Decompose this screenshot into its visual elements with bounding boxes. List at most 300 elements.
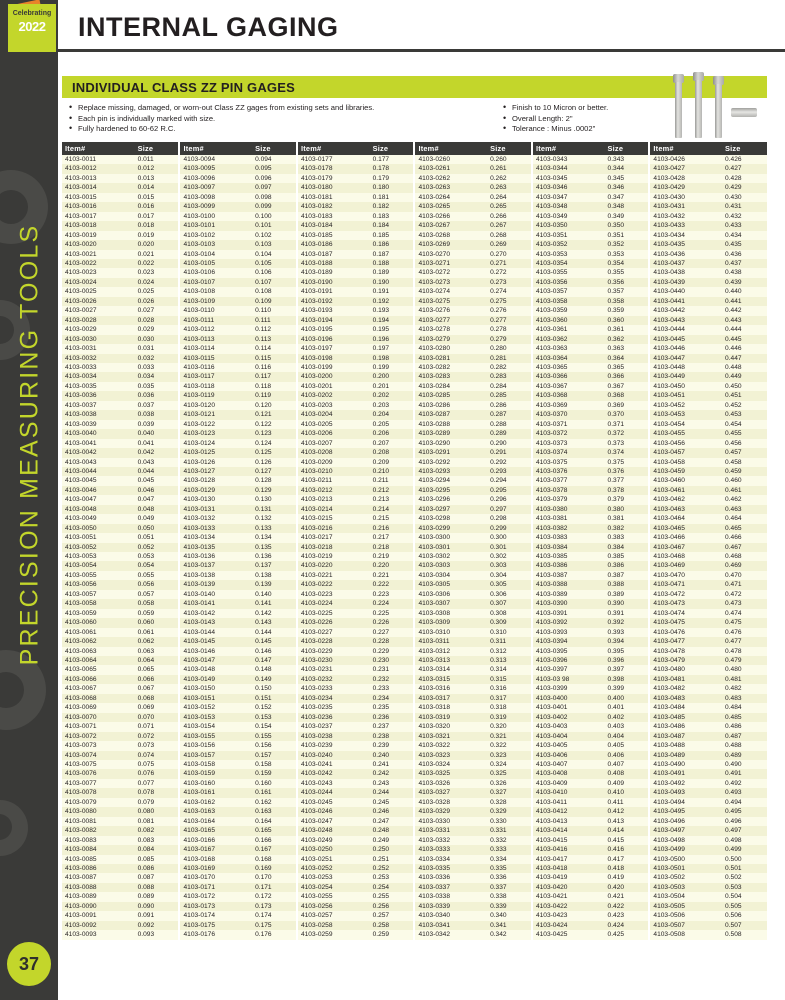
cell-item-number: 4103-0467: [649, 543, 722, 552]
cell-item-number: 4103-0444: [649, 325, 722, 334]
cell-item-number: 4103-0410: [532, 788, 605, 797]
cell-size: 0.056: [135, 580, 180, 589]
cell-item-number: 4103-0322: [414, 741, 487, 750]
cell-size: 0.116: [252, 363, 297, 372]
table-row: [62, 458, 767, 467]
cell-item-number: 4103-0062: [62, 637, 135, 646]
cell-size: 0.415: [605, 836, 650, 845]
cell-item-number: 4103-0370: [532, 410, 605, 419]
cell-item-number: 4103-0082: [62, 826, 135, 835]
cell-item-number: 4103-0172: [179, 892, 252, 901]
cell-item-number: 4103-0364: [532, 354, 605, 363]
cell-item-number: 4103-0295: [414, 486, 487, 495]
cell-item-number: 4103-0147: [179, 656, 252, 665]
cell-size: 0.030: [135, 335, 180, 344]
cell-size: 0.480: [722, 665, 767, 674]
table-row: [62, 439, 767, 448]
cell-item-number: 4103-0288: [414, 420, 487, 429]
cell-size: 0.222: [370, 580, 415, 589]
cell-item-number: 4103-0175: [179, 921, 252, 930]
cell-size: 0.318: [487, 703, 532, 712]
cell-size: 0.221: [370, 571, 415, 580]
cell-item-number: 4103-0334: [414, 855, 487, 864]
cell-size: 0.245: [370, 798, 415, 807]
cell-item-number: 4103-0353: [532, 250, 605, 259]
cell-size: 0.351: [605, 231, 650, 240]
cell-size: 0.053: [135, 552, 180, 561]
cell-size: 0.444: [722, 325, 767, 334]
cell-size: 0.403: [605, 722, 650, 731]
table-row: [62, 760, 767, 769]
cell-size: 0.491: [722, 769, 767, 778]
cell-size: 0.265: [487, 202, 532, 211]
cell-item-number: 4103-0071: [62, 722, 135, 731]
cell-item-number: 4103-0403: [532, 722, 605, 731]
cell-item-number: 4103-0084: [62, 845, 135, 854]
cell-item-number: 4103-0199: [297, 363, 370, 372]
cell-item-number: 4103-0482: [649, 684, 722, 693]
cell-item-number: 4103-0429: [649, 183, 722, 192]
table-row: [62, 788, 767, 797]
cell-size: 0.080: [135, 807, 180, 816]
table-row: [62, 807, 767, 816]
cell-item-number: 4103-0296: [414, 495, 487, 504]
cell-size: 0.130: [252, 495, 297, 504]
cell-item-number: 4103-0431: [649, 202, 722, 211]
cell-item-number: 4103-0302: [414, 552, 487, 561]
cell-size: 0.394: [605, 637, 650, 646]
cell-item-number: 4103-0105: [179, 259, 252, 268]
cell-item-number: 4103-0372: [532, 429, 605, 438]
cell-item-number: 4103-0297: [414, 505, 487, 514]
cell-item-number: 4103-0415: [532, 836, 605, 845]
cell-item-number: 4103-0337: [414, 883, 487, 892]
cell-item-number: 4103-0481: [649, 675, 722, 684]
cell-item-number: 4103-0498: [649, 836, 722, 845]
cell-size: 0.367: [605, 382, 650, 391]
cell-item-number: 4103-0275: [414, 297, 487, 306]
cell-item-number: 4103-0405: [532, 741, 605, 750]
table-row: [62, 779, 767, 788]
cell-size: 0.494: [722, 798, 767, 807]
cell-item-number: 4103-0432: [649, 212, 722, 221]
cell-size: 0.083: [135, 836, 180, 845]
cell-item-number: 4103-0113: [179, 335, 252, 344]
cell-item-number: 4103-0125: [179, 448, 252, 457]
cell-size: 0.281: [487, 354, 532, 363]
cell-item-number: 4103-0360: [532, 316, 605, 325]
cell-size: 0.199: [370, 363, 415, 372]
cell-size: 0.335: [487, 864, 532, 873]
cell-item-number: 4103-0363: [532, 344, 605, 353]
cell-size: 0.251: [370, 855, 415, 864]
cell-size: 0.410: [605, 788, 650, 797]
cell-size: 0.392: [605, 618, 650, 627]
cell-item-number: 4103-0046: [62, 486, 135, 495]
cell-size: 0.239: [370, 741, 415, 750]
cell-item-number: 4103-0050: [62, 524, 135, 533]
cell-item-number: 4103-0470: [649, 571, 722, 580]
cell-item-number: 4103-0185: [297, 231, 370, 240]
cell-item-number: 4103-0197: [297, 344, 370, 353]
cell-item-number: 4103-0083: [62, 836, 135, 845]
table-row: [62, 202, 767, 211]
cell-size: 0.443: [722, 316, 767, 325]
cell-size: 0.059: [135, 609, 180, 618]
cell-size: 0.458: [722, 458, 767, 467]
table-row: [62, 164, 767, 173]
cell-item-number: 4103-0256: [297, 902, 370, 911]
cell-item-number: 4103-0507: [649, 921, 722, 930]
cell-item-number: 4103-0270: [414, 250, 487, 259]
cell-size: 0.155: [252, 732, 297, 741]
cell-item-number: 4103-0505: [649, 902, 722, 911]
cell-size: 0.388: [605, 580, 650, 589]
cell-item-number: 4103-0489: [649, 751, 722, 760]
cell-size: 0.502: [722, 873, 767, 882]
cell-item-number: 4103-0474: [649, 609, 722, 618]
cell-size: 0.400: [605, 694, 650, 703]
cell-item-number: 4103-0336: [414, 873, 487, 882]
cell-item-number: 4103-0194: [297, 316, 370, 325]
cell-size: 0.334: [487, 855, 532, 864]
table-row: [62, 268, 767, 277]
cell-size: 0.331: [487, 826, 532, 835]
cell-item-number: 4103-0117: [179, 372, 252, 381]
cell-item-number: 4103-0383: [532, 533, 605, 542]
cell-item-number: 4103-0433: [649, 221, 722, 230]
cell-item-number: 4103-0213: [297, 495, 370, 504]
cell-item-number: 4103-0285: [414, 391, 487, 400]
cell-item-number: 4103-0271: [414, 259, 487, 268]
cell-size: 0.066: [135, 675, 180, 684]
cell-size: 0.249: [370, 836, 415, 845]
cell-item-number: 4103-0253: [297, 873, 370, 882]
cell-item-number: 4103-0237: [297, 722, 370, 731]
cell-size: 0.401: [605, 703, 650, 712]
table-row: [62, 609, 767, 618]
cell-size: 0.032: [135, 354, 180, 363]
cell-size: 0.076: [135, 769, 180, 778]
cell-item-number: 4103-0218: [297, 543, 370, 552]
cell-size: 0.246: [370, 807, 415, 816]
cell-size: 0.437: [722, 259, 767, 268]
table-row: [62, 902, 767, 911]
cell-size: 0.112: [252, 325, 297, 334]
table-row: [62, 259, 767, 268]
cell-item-number: 4103-0029: [62, 325, 135, 334]
cell-item-number: 4103-0095: [179, 164, 252, 173]
cell-size: 0.323: [487, 751, 532, 760]
cell-size: 0.464: [722, 514, 767, 523]
cell-size: 0.372: [605, 429, 650, 438]
cell-item-number: 4103-0473: [649, 599, 722, 608]
cell-item-number: 4103-0459: [649, 467, 722, 476]
cell-size: 0.391: [605, 609, 650, 618]
cell-size: 0.166: [252, 836, 297, 845]
table-row: [62, 751, 767, 760]
cell-item-number: 4103-0369: [532, 401, 605, 410]
cell-item-number: 4103-0025: [62, 287, 135, 296]
cell-item-number: 4103-0291: [414, 448, 487, 457]
cell-item-number: 4103-0435: [649, 240, 722, 249]
cell-item-number: 4103-0357: [532, 287, 605, 296]
cell-item-number: 4103-0193: [297, 306, 370, 315]
table-row: [62, 665, 767, 674]
cell-item-number: 4103-0215: [297, 514, 370, 523]
cell-item-number: 4103-0110: [179, 306, 252, 315]
table-row: [62, 495, 767, 504]
cell-item-number: 4103-0121: [179, 410, 252, 419]
table-row: [62, 363, 767, 372]
cell-size: 0.103: [252, 240, 297, 249]
cell-size: 0.225: [370, 609, 415, 618]
anniversary-badge-year: 2022: [18, 18, 46, 34]
cell-item-number: 4103-0330: [414, 817, 487, 826]
cell-size: 0.327: [487, 788, 532, 797]
cell-item-number: 4103-0059: [62, 609, 135, 618]
cell-size: 0.085: [135, 855, 180, 864]
cell-item-number: 4103-0260: [414, 155, 487, 164]
cell-item-number: 4103-0389: [532, 590, 605, 599]
cell-item-number: 4103-0096: [179, 174, 252, 183]
cell-item-number: 4103-0177: [297, 155, 370, 164]
cell-item-number: 4103-0135: [179, 543, 252, 552]
cell-size: 0.380: [605, 505, 650, 514]
cell-size: 0.024: [135, 278, 180, 287]
cell-size: 0.082: [135, 826, 180, 835]
cell-item-number: 4103-0087: [62, 873, 135, 882]
cell-size: 0.104: [252, 250, 297, 259]
cell-size: 0.408: [605, 769, 650, 778]
table-row: [62, 316, 767, 325]
cell-item-number: 4103-0134: [179, 533, 252, 542]
cell-item-number: 4103-0163: [179, 807, 252, 816]
cell-item-number: 4103-0036: [62, 391, 135, 400]
cell-item-number: 4103-0035: [62, 382, 135, 391]
cell-size: 0.501: [722, 864, 767, 873]
cell-size: 0.328: [487, 798, 532, 807]
cell-item-number: 4103-0192: [297, 297, 370, 306]
cell-size: 0.259: [370, 930, 415, 939]
cell-item-number: 4103-0250: [297, 845, 370, 854]
table-row: [62, 599, 767, 608]
cell-size: 0.420: [605, 883, 650, 892]
table-row: [62, 240, 767, 249]
column-header-item: Item#: [62, 142, 135, 155]
cell-size: 0.100: [252, 212, 297, 221]
cell-item-number: 4103-0371: [532, 420, 605, 429]
cell-size: 0.242: [370, 769, 415, 778]
cell-size: 0.440: [722, 287, 767, 296]
cell-size: 0.128: [252, 476, 297, 485]
cell-item-number: 4103-0298: [414, 514, 487, 523]
table-row: [62, 476, 767, 485]
cell-size: 0.110: [252, 306, 297, 315]
table-row: [62, 590, 767, 599]
table-row: [62, 798, 767, 807]
cell-size: 0.114: [252, 344, 297, 353]
cell-item-number: 4103-0102: [179, 231, 252, 240]
cell-size: 0.419: [605, 873, 650, 882]
table-row: [62, 467, 767, 476]
cell-item-number: 4103-0224: [297, 599, 370, 608]
cell-item-number: 4103-0261: [414, 164, 487, 173]
cell-item-number: 4103-0377: [532, 476, 605, 485]
pin-gage-photo: [653, 68, 763, 146]
cell-item-number: 4103-0454: [649, 420, 722, 429]
cell-size: 0.504: [722, 892, 767, 901]
cell-item-number: 4103-0159: [179, 769, 252, 778]
cell-size: 0.106: [252, 268, 297, 277]
cell-size: 0.278: [487, 325, 532, 334]
cell-item-number: 4103-0162: [179, 798, 252, 807]
cell-item-number: 4103-0136: [179, 552, 252, 561]
cell-item-number: 4103-0178: [297, 164, 370, 173]
cell-item-number: 4103-0031: [62, 344, 135, 353]
cell-size: 0.210: [370, 467, 415, 476]
cell-size: 0.386: [605, 561, 650, 570]
cell-item-number: 4103-0448: [649, 363, 722, 372]
cell-item-number: 4103-0317: [414, 694, 487, 703]
cell-item-number: 4103-0350: [532, 221, 605, 230]
cell-item-number: 4103-0346: [532, 183, 605, 192]
cell-size: 0.029: [135, 325, 180, 334]
cell-item-number: 4103-0442: [649, 306, 722, 315]
cell-size: 0.421: [605, 892, 650, 901]
cell-size: 0.412: [605, 807, 650, 816]
cell-size: 0.507: [722, 921, 767, 930]
cell-size: 0.205: [370, 420, 415, 429]
cell-size: 0.271: [487, 259, 532, 268]
cell-item-number: 4103-0205: [297, 420, 370, 429]
cell-item-number: 4103-0356: [532, 278, 605, 287]
cell-item-number: 4103-0249: [297, 836, 370, 845]
table-row: [62, 921, 767, 930]
cell-item-number: 4103-0064: [62, 656, 135, 665]
cell-item-number: 4103-0076: [62, 769, 135, 778]
cell-item-number: 4103-0207: [297, 439, 370, 448]
cell-size: 0.418: [605, 864, 650, 873]
cell-size: 0.332: [487, 836, 532, 845]
cell-size: 0.011: [135, 155, 180, 164]
cell-size: 0.445: [722, 335, 767, 344]
cell-item-number: 4103-0023: [62, 268, 135, 277]
cell-item-number: 4103-0106: [179, 268, 252, 277]
cell-size: 0.471: [722, 580, 767, 589]
cell-item-number: 4103-0388: [532, 580, 605, 589]
cell-size: 0.075: [135, 760, 180, 769]
table-row: [62, 382, 767, 391]
cell-item-number: 4103-0339: [414, 902, 487, 911]
cell-size: 0.131: [252, 505, 297, 514]
cell-item-number: 4103-0315: [414, 675, 487, 684]
list-item: • Each pin is individually marked with size.: [68, 114, 498, 125]
cell-size: 0.330: [487, 817, 532, 826]
cell-item-number: 4103-0490: [649, 760, 722, 769]
cell-item-number: 4103-0325: [414, 769, 487, 778]
cell-size: 0.378: [605, 486, 650, 495]
cell-item-number: 4103-0065: [62, 665, 135, 674]
cell-item-number: 4103-0232: [297, 675, 370, 684]
cell-size: 0.363: [605, 344, 650, 353]
cell-item-number: 4103-0222: [297, 580, 370, 589]
cell-item-number: 4103-0344: [532, 164, 605, 173]
cell-size: 0.360: [605, 316, 650, 325]
cell-item-number: 4103-0399: [532, 684, 605, 693]
cell-item-number: 4103-0465: [649, 524, 722, 533]
column-header-size: Size: [252, 142, 297, 155]
cell-item-number: 4103-0190: [297, 278, 370, 287]
cell-item-number: 4103-0026: [62, 297, 135, 306]
cell-size: 0.111: [252, 316, 297, 325]
cell-item-number: 4103-0282: [414, 363, 487, 372]
cell-item-number: 4103-0476: [649, 628, 722, 637]
cell-item-number: 4103-0018: [62, 221, 135, 230]
cell-item-number: 4103-0131: [179, 505, 252, 514]
cell-size: 0.298: [487, 514, 532, 523]
cell-item-number: 4103-0169: [179, 864, 252, 873]
table-row: [62, 580, 767, 589]
cell-item-number: 4103-0286: [414, 401, 487, 410]
cell-item-number: 4103-0283: [414, 372, 487, 381]
cell-item-number: 4103-0130: [179, 495, 252, 504]
cell-item-number: 4103-0078: [62, 788, 135, 797]
cell-size: 0.154: [252, 722, 297, 731]
cell-item-number: 4103-0080: [62, 807, 135, 816]
cell-item-number: 4103-0508: [649, 930, 722, 939]
cell-item-number: 4103-0120: [179, 401, 252, 410]
cell-item-number: 4103-0118: [179, 382, 252, 391]
cell-item-number: 4103-0144: [179, 628, 252, 637]
column-header-size: Size: [370, 142, 415, 155]
cell-size: 0.168: [252, 855, 297, 864]
cell-item-number: 4103-0138: [179, 571, 252, 580]
cell-size: 0.055: [135, 571, 180, 580]
column-header-size: Size: [487, 142, 532, 155]
cell-item-number: 4103-0421: [532, 892, 605, 901]
cell-item-number: 4103-0384: [532, 543, 605, 552]
cell-item-number: 4103-0252: [297, 864, 370, 873]
cell-item-number: 4103-0181: [297, 193, 370, 202]
table-row: [62, 732, 767, 741]
cell-item-number: 4103-0217: [297, 533, 370, 542]
cell-size: 0.355: [605, 268, 650, 277]
cell-item-number: 4103-0488: [649, 741, 722, 750]
cell-size: 0.349: [605, 212, 650, 221]
cell-size: 0.499: [722, 845, 767, 854]
cell-size: 0.337: [487, 883, 532, 892]
cell-size: 0.119: [252, 391, 297, 400]
table-row: [62, 372, 767, 381]
cell-size: 0.492: [722, 779, 767, 788]
cell-size: 0.127: [252, 467, 297, 476]
cell-item-number: 4103-0075: [62, 760, 135, 769]
cell-size: 0.315: [487, 675, 532, 684]
cell-item-number: 4103-0074: [62, 751, 135, 760]
cell-item-number: 4103-0386: [532, 561, 605, 570]
table-row: [62, 212, 767, 221]
cell-size: 0.345: [605, 174, 650, 183]
cell-size: 0.322: [487, 741, 532, 750]
cell-item-number: 4103-0164: [179, 817, 252, 826]
cell-size: 0.033: [135, 363, 180, 372]
cell-size: 0.174: [252, 911, 297, 920]
cell-item-number: 4103-0358: [532, 297, 605, 306]
cell-item-number: 4103-0265: [414, 202, 487, 211]
cell-size: 0.149: [252, 675, 297, 684]
cell-size: 0.455: [722, 429, 767, 438]
